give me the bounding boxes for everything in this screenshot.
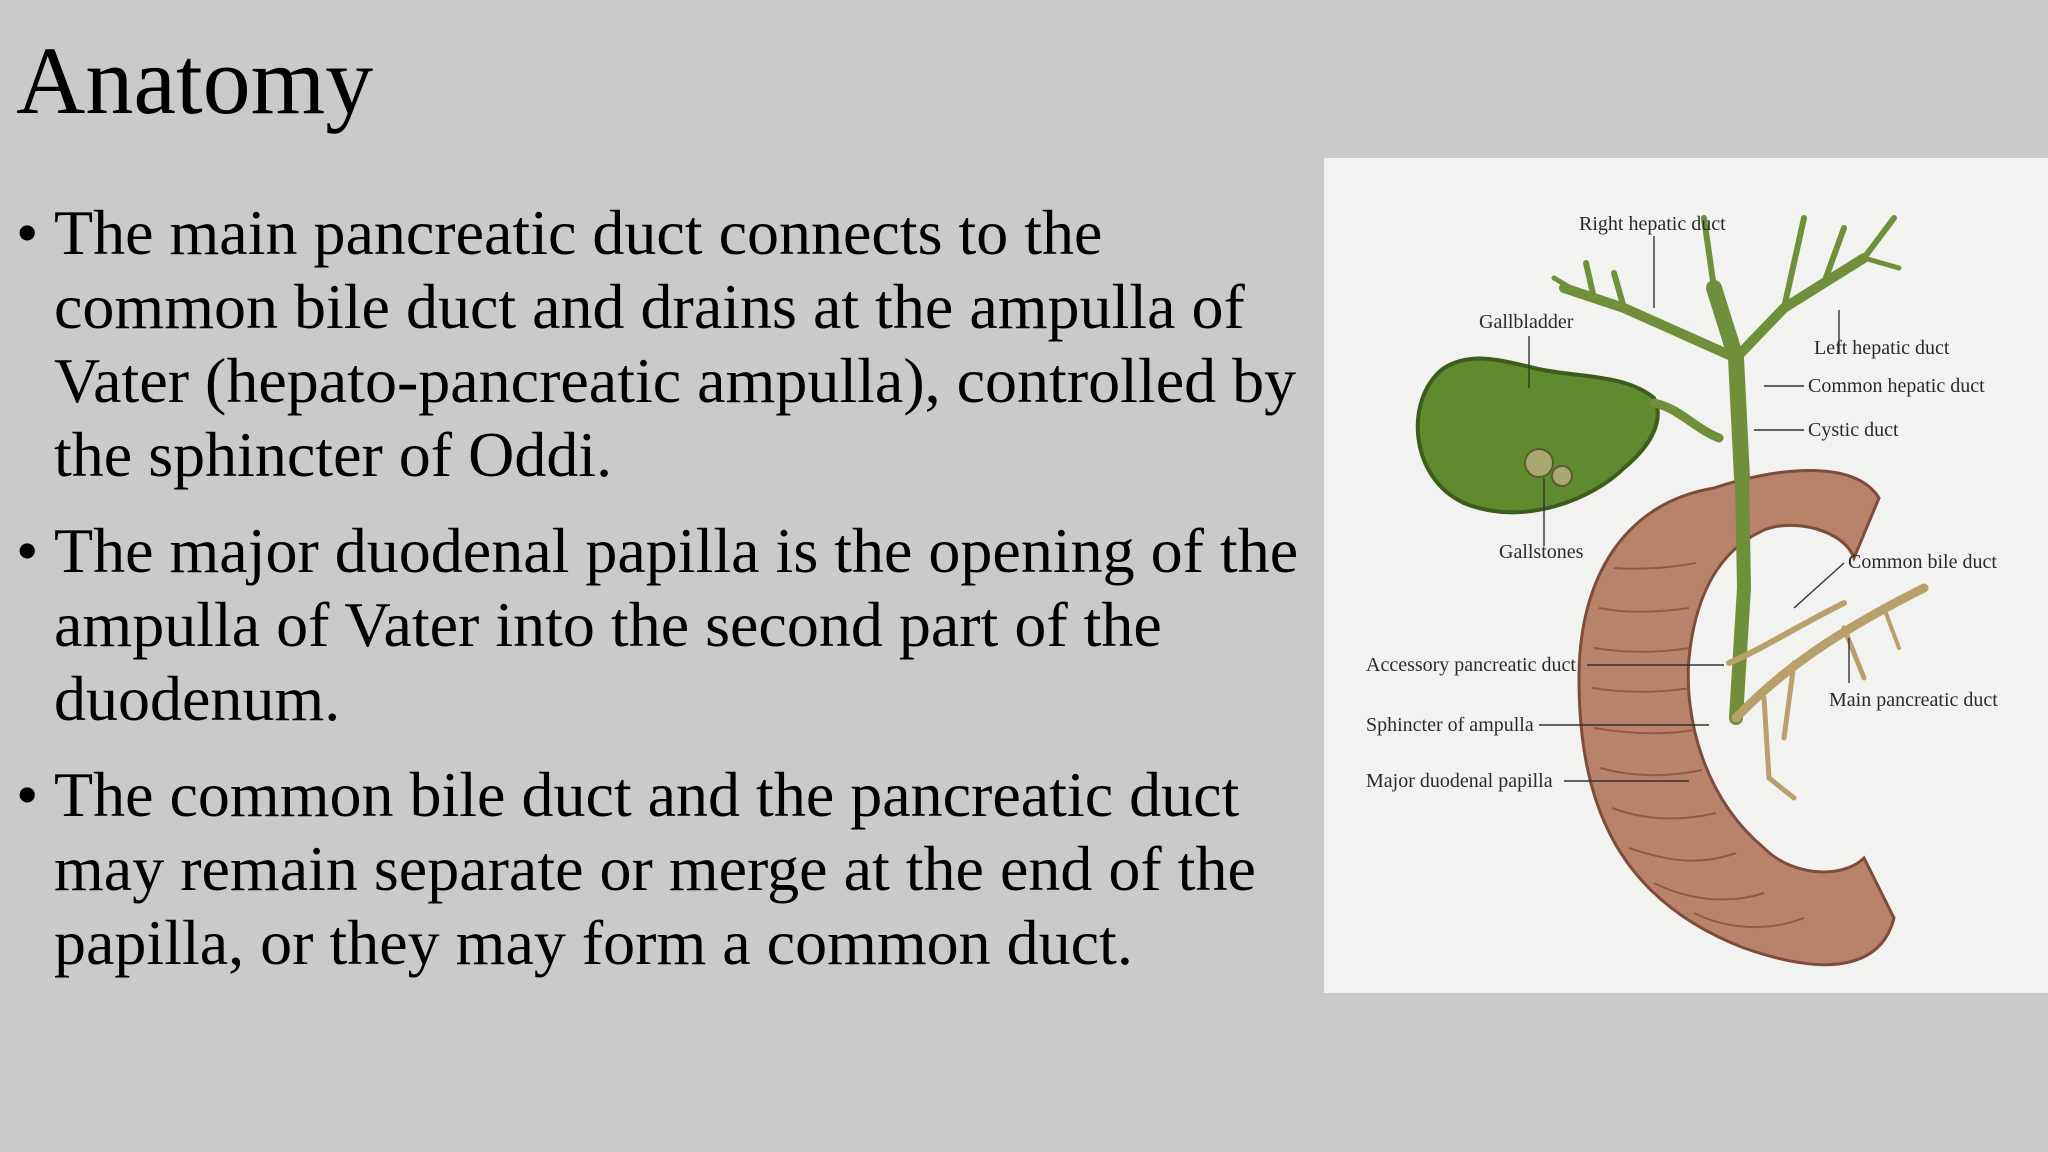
bullet-item	[16, 758, 1316, 980]
label-accessory-pancreatic-duct: Accessory pancreatic duct	[1366, 654, 1576, 676]
biliary-anatomy-diagram	[1324, 158, 2048, 993]
bullet-marker: •	[16, 197, 39, 268]
label-main-pancreatic-duct: Main pancreatic duct	[1829, 689, 1998, 711]
slide-title: Anatomy	[16, 27, 374, 134]
bullet-text: The main pancreatic duct connects to the common bile duct and drains at the ampulla of Vater (hepato-pancreatic ampulla), controlled by the sphincter of Oddi.	[54, 197, 1297, 490]
bullet-marker: •	[16, 759, 39, 830]
label-common-bile-duct: Common bile duct	[1848, 551, 1997, 573]
label-gallstones: Gallstones	[1499, 541, 1584, 563]
gallstone	[1525, 449, 1553, 477]
bullet-marker: •	[16, 515, 39, 586]
label-right-hepatic-duct: Right hepatic duct	[1579, 213, 1726, 235]
label-gallbladder: Gallbladder	[1479, 311, 1574, 333]
label-major-duodenal-papilla: Major duodenal papilla	[1366, 770, 1553, 792]
bullet-text: The major duodenal papilla is the opening of the ampulla of Vater into the second part of the duodenum.	[54, 515, 1299, 734]
gallbladder	[1418, 359, 1658, 513]
bullet-item	[16, 196, 1316, 492]
bullet-item	[16, 514, 1316, 736]
label-common-hepatic-duct: Common hepatic duct	[1808, 375, 1985, 397]
gallstone	[1552, 466, 1572, 486]
label-cystic-duct: Cystic duct	[1808, 419, 1899, 441]
bullet-text: The common bile duct and the pancreatic duct may remain separate or merge at the end of the papilla, or they may form a common duct.	[54, 759, 1256, 978]
anatomy-illustration	[1324, 158, 2048, 993]
bullet-list	[16, 196, 1316, 1002]
label-left-hepatic-duct: Left hepatic duct	[1814, 337, 1950, 359]
label-sphincter-of-ampulla: Sphincter of ampulla	[1366, 714, 1534, 736]
